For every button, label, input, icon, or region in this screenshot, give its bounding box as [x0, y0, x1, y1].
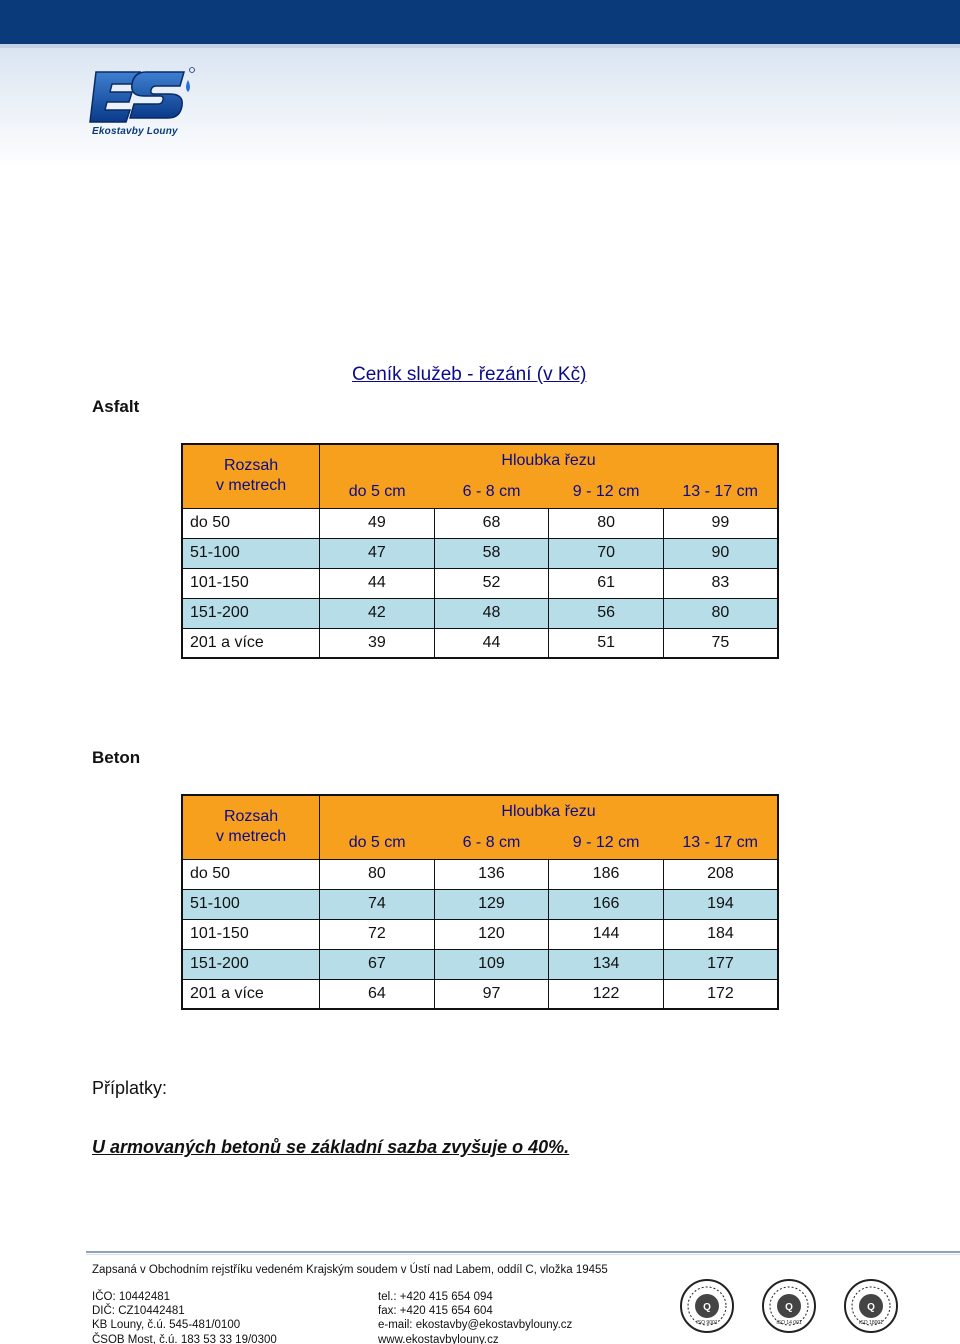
price-cell: 177 [663, 949, 778, 979]
price-cell: 44 [434, 628, 549, 658]
asphalt-label: Asfalt [92, 397, 140, 416]
svg-text:Q: Q [785, 1302, 793, 1313]
table-row [182, 508, 778, 538]
price-cell: 44 [320, 568, 435, 598]
certificate-seal-icon [761, 1278, 817, 1334]
price-cell: 48 [434, 598, 549, 628]
cert-label: ISO 14 001 [776, 1320, 802, 1326]
range-header-line2: v metrech [215, 828, 287, 846]
cert-label: ISO 18001 [859, 1320, 883, 1326]
page-title: Ceník služeb - řezání (v Kč) [352, 364, 587, 385]
price-cell: 122 [549, 979, 664, 1009]
column-header: 9 - 12 cm [549, 476, 664, 508]
asphalt-price-table [181, 443, 779, 659]
dic-text: DIČ: CZ10442481 [92, 1305, 185, 1318]
price-cell: 67 [320, 949, 435, 979]
range-header [182, 795, 320, 859]
range-header-line2: v metrech [215, 477, 287, 495]
price-cell: 80 [320, 859, 435, 889]
row-label: 101-150 [182, 568, 320, 598]
price-cell: 80 [663, 598, 778, 628]
row-label: do 50 [182, 859, 320, 889]
price-cell: 80 [549, 508, 664, 538]
registry-note: Zapsaná v Obchodním rejstříku vedeném Krajským soudem v Ústí nad Labem, oddíl C, vložka 19455 [92, 1264, 608, 1276]
footer-divider-shadow [86, 1254, 960, 1255]
company-ids [92, 1290, 277, 1344]
fax-text: fax: +420 415 654 604 [378, 1305, 493, 1318]
company-contacts [378, 1290, 572, 1344]
table-row [182, 628, 778, 658]
price-cell: 144 [549, 919, 664, 949]
column-header: 13 - 17 cm [663, 476, 778, 508]
price-cell: 136 [434, 859, 549, 889]
email-link[interactable]: e-mail: ekostavby@ekostavbylouny.cz [378, 1319, 573, 1332]
phone-text: tel.: +420 415 654 094 [378, 1291, 493, 1303]
ico-text: IČO: 10442481 [92, 1291, 171, 1303]
price-cell: 90 [663, 538, 778, 568]
price-cell: 166 [549, 889, 664, 919]
surcharge-label: Příplatky: [92, 1078, 168, 1098]
column-header: do 5 cm [320, 476, 435, 508]
table-row [182, 979, 778, 1009]
range-header-line1: Rozsah [223, 457, 279, 475]
price-cell: 172 [663, 979, 778, 1009]
price-cell: 42 [320, 598, 435, 628]
row-label: 151-200 [182, 598, 320, 628]
price-cell: 74 [320, 889, 435, 919]
row-label: 201 a více [182, 979, 320, 1009]
price-cell: 83 [663, 568, 778, 598]
table-row [182, 568, 778, 598]
depth-header: Hloubka řezu [320, 444, 778, 476]
price-cell: 39 [320, 628, 435, 658]
price-cell: 186 [549, 859, 664, 889]
depth-header: Hloubka řezu [320, 795, 778, 827]
price-cell: 97 [434, 979, 549, 1009]
price-cell: 184 [663, 919, 778, 949]
range-header [182, 444, 320, 508]
column-header: 6 - 8 cm [434, 476, 549, 508]
certificate-seal-icon [843, 1278, 899, 1334]
price-cell: 56 [549, 598, 664, 628]
surcharge-note: U armovaných betonů se základní sazba zvyšuje o 40%. [92, 1137, 570, 1157]
price-cell: 120 [434, 919, 549, 949]
price-cell: 47 [320, 538, 435, 568]
website-link[interactable]: www.ekostavbylouny.cz [378, 1333, 499, 1344]
price-cell: 68 [434, 508, 549, 538]
concrete-price-table [181, 794, 779, 1010]
price-cell: 99 [663, 508, 778, 538]
table-row [182, 538, 778, 568]
price-cell: 52 [434, 568, 549, 598]
row-label: do 50 [182, 508, 320, 538]
price-cell: 72 [320, 919, 435, 949]
price-cell: 194 [663, 889, 778, 919]
column-header: 6 - 8 cm [434, 827, 549, 859]
svg-text:Q: Q [703, 1302, 711, 1313]
bank-account-kb: KB Louny, č.ú. 545-481/0100 [92, 1319, 241, 1332]
bank-account-csob: ČSOB Most, č.ú. 183 53 33 19/0300 [92, 1333, 277, 1344]
column-header: 9 - 12 cm [549, 827, 664, 859]
price-cell: 75 [663, 628, 778, 658]
price-cell: 64 [320, 979, 435, 1009]
table-row [182, 859, 778, 889]
price-cell: 70 [549, 538, 664, 568]
certificate-seal-icon [679, 1278, 735, 1334]
concrete-label: Beton [92, 748, 141, 767]
footer-divider [86, 1251, 960, 1253]
row-label: 101-150 [182, 919, 320, 949]
price-cell: 109 [434, 949, 549, 979]
table-row [182, 919, 778, 949]
range-header-line1: Rozsah [223, 808, 279, 826]
price-cell: 61 [549, 568, 664, 598]
column-header: do 5 cm [320, 827, 435, 859]
header-band [0, 0, 960, 44]
price-cell: 208 [663, 859, 778, 889]
column-header: 13 - 17 cm [663, 827, 778, 859]
svg-text:Q: Q [867, 1302, 875, 1313]
cert-label: ISO 9001 [696, 1320, 718, 1326]
row-label: 51-100 [182, 538, 320, 568]
price-cell: 51 [549, 628, 664, 658]
price-cell: 58 [434, 538, 549, 568]
row-label: 151-200 [182, 949, 320, 979]
table-row [182, 949, 778, 979]
price-cell: 134 [549, 949, 664, 979]
price-cell: 129 [434, 889, 549, 919]
table-row [182, 598, 778, 628]
row-label: 201 a více [182, 628, 320, 658]
price-cell: 49 [320, 508, 435, 538]
row-label: 51-100 [182, 889, 320, 919]
table-row [182, 889, 778, 919]
company-name: Ekostavby Louny [92, 126, 178, 137]
